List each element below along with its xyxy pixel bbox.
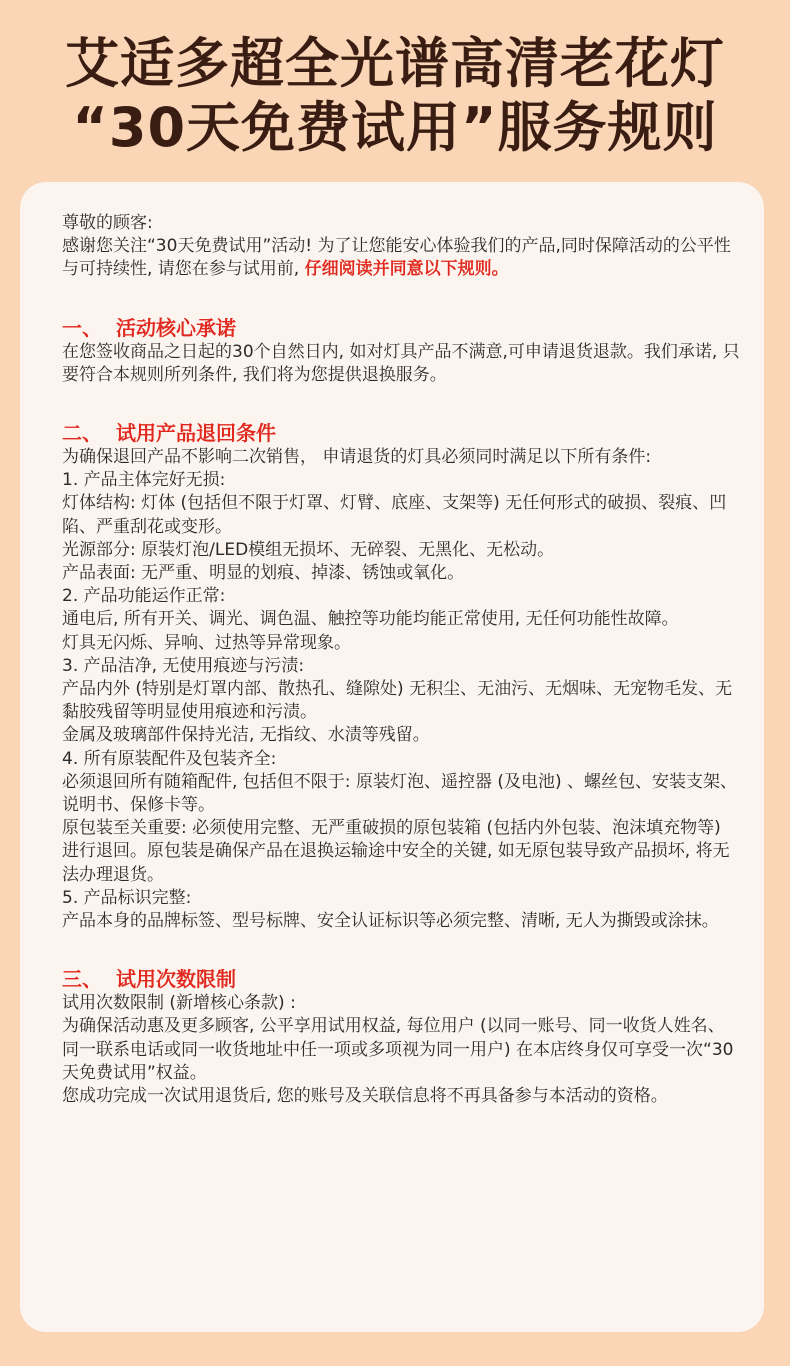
section-number: 二、 — [62, 421, 102, 446]
section-paragraph: 试用次数限制 (新增核心条款) : — [62, 993, 296, 1014]
title-line-2: “30天免费试用”服务规则 — [72, 96, 718, 159]
section-paragraph: 在您签收商品之日起的30个自然日内, 如对灯具产品不满意,可申请退货退款。我们承诺, 只要符合本规则所列条件, 我们将为您提供退换服务。 — [62, 341, 740, 385]
section-paragraph: 通电后, 所有开关、调光、调色温、触控等功能均能正常使用, 无任何功能性故障。 — [62, 609, 679, 630]
section-heading-1 — [62, 315, 740, 341]
section-paragraph: 原包装至关重要: 必须使用完整、无严重破损的原包装箱 (包括内外包装、泡沫填充物等) 进行退回。原包装是确保产品在退换运输途中安全的关键, 如无原包装导致产品损坏, 将无法办理退货。 — [62, 818, 730, 885]
rules-content — [62, 212, 740, 1108]
condition-heading: 1. 产品主体完好无损: — [62, 470, 226, 491]
section-title: 试用次数限制 — [116, 967, 236, 992]
section-paragraph: 为确保退回产品不影响二次销售， 申请退货的灯具必须同时满足以下所有条件: — [62, 447, 652, 468]
intro-paragraph — [62, 235, 740, 281]
section-paragraph: 产品本身的品牌标签、型号标牌、安全认证标识等必须完整、清晰, 无人为撕毁或涂抹。 — [62, 911, 719, 932]
condition-heading: 2. 产品功能运作正常: — [62, 586, 226, 607]
section-paragraph: 灯具无闪烁、异响、过热等异常现象。 — [62, 632, 351, 653]
page-title — [0, 32, 790, 160]
section-paragraph: 灯体结构: 灯体 (包括但不限于灯罩、灯臂、底座、支架等) 无任何形式的破损、裂痕、凹陷、严重刮花或变形。 — [62, 493, 727, 537]
section-heading-3 — [62, 966, 740, 992]
section-paragraph: 产品内外 (特别是灯罩内部、散热孔、缝隙处) 无积尘、无油污、无烟味、无宠物毛发、无黏胶残留等明显使用痕迹和污渍。 — [62, 679, 733, 723]
section-paragraph: 必须退回所有随箱配件, 包括但不限于: 原装灯泡、遥控器 (及电池) 、螺丝包、安装支架、说明书、保修卡等。 — [62, 771, 738, 816]
condition-heading: 4. 所有原装配件及包装齐全: — [62, 748, 277, 769]
section-paragraph: 您成功完成一次试用退货后, 您的账号及关联信息将不再具备参与本活动的资格。 — [62, 1086, 668, 1107]
section-title: 活动核心承诺 — [116, 315, 236, 340]
section-number: 三、 — [62, 967, 102, 992]
section-paragraph: 光源部分: 原装灯泡/LED模组无损坏、无碎裂、无黑化、无松动。 — [62, 539, 555, 560]
title-line-1: 艾适多超全光谱高清老花灯 — [65, 32, 725, 95]
section-paragraph: 为确保活动惠及更多顾客, 公平享用试用权益, 每位用户 (以同一账号、同一收货人姓名、同一联系电话或同一收货地址中任一项或多项视为同一用户) 在本店终身仅可享受一次“30天免费试用”权益。 — [62, 1016, 734, 1083]
greeting: 尊敬的顾客: — [62, 213, 153, 233]
section-number: 一、 — [62, 315, 102, 340]
section-heading-2 — [62, 420, 740, 446]
condition-heading: 3. 产品洁净, 无使用痕迹与污渍: — [62, 655, 305, 676]
condition-heading: 5. 产品标识完整: — [62, 887, 192, 908]
section-paragraph: 金属及玻璃部件保持光洁, 无指纹、水渍等残留。 — [62, 725, 430, 746]
section-title: 试用产品退回条件 — [116, 421, 276, 446]
rules-card — [20, 182, 764, 1332]
section-paragraph: 产品表面: 无严重、明显的划痕、掉漆、锈蚀或氧化。 — [62, 563, 465, 584]
intro-highlight: 仔细阅读并同意以下规则。 — [304, 259, 509, 280]
intro-text: 感谢您关注“30天免费试用”活动! 为了让您能安心体验我们的产品,同时保障活动的公平性与可持续性, 请您在参与试用前, — [62, 236, 731, 280]
